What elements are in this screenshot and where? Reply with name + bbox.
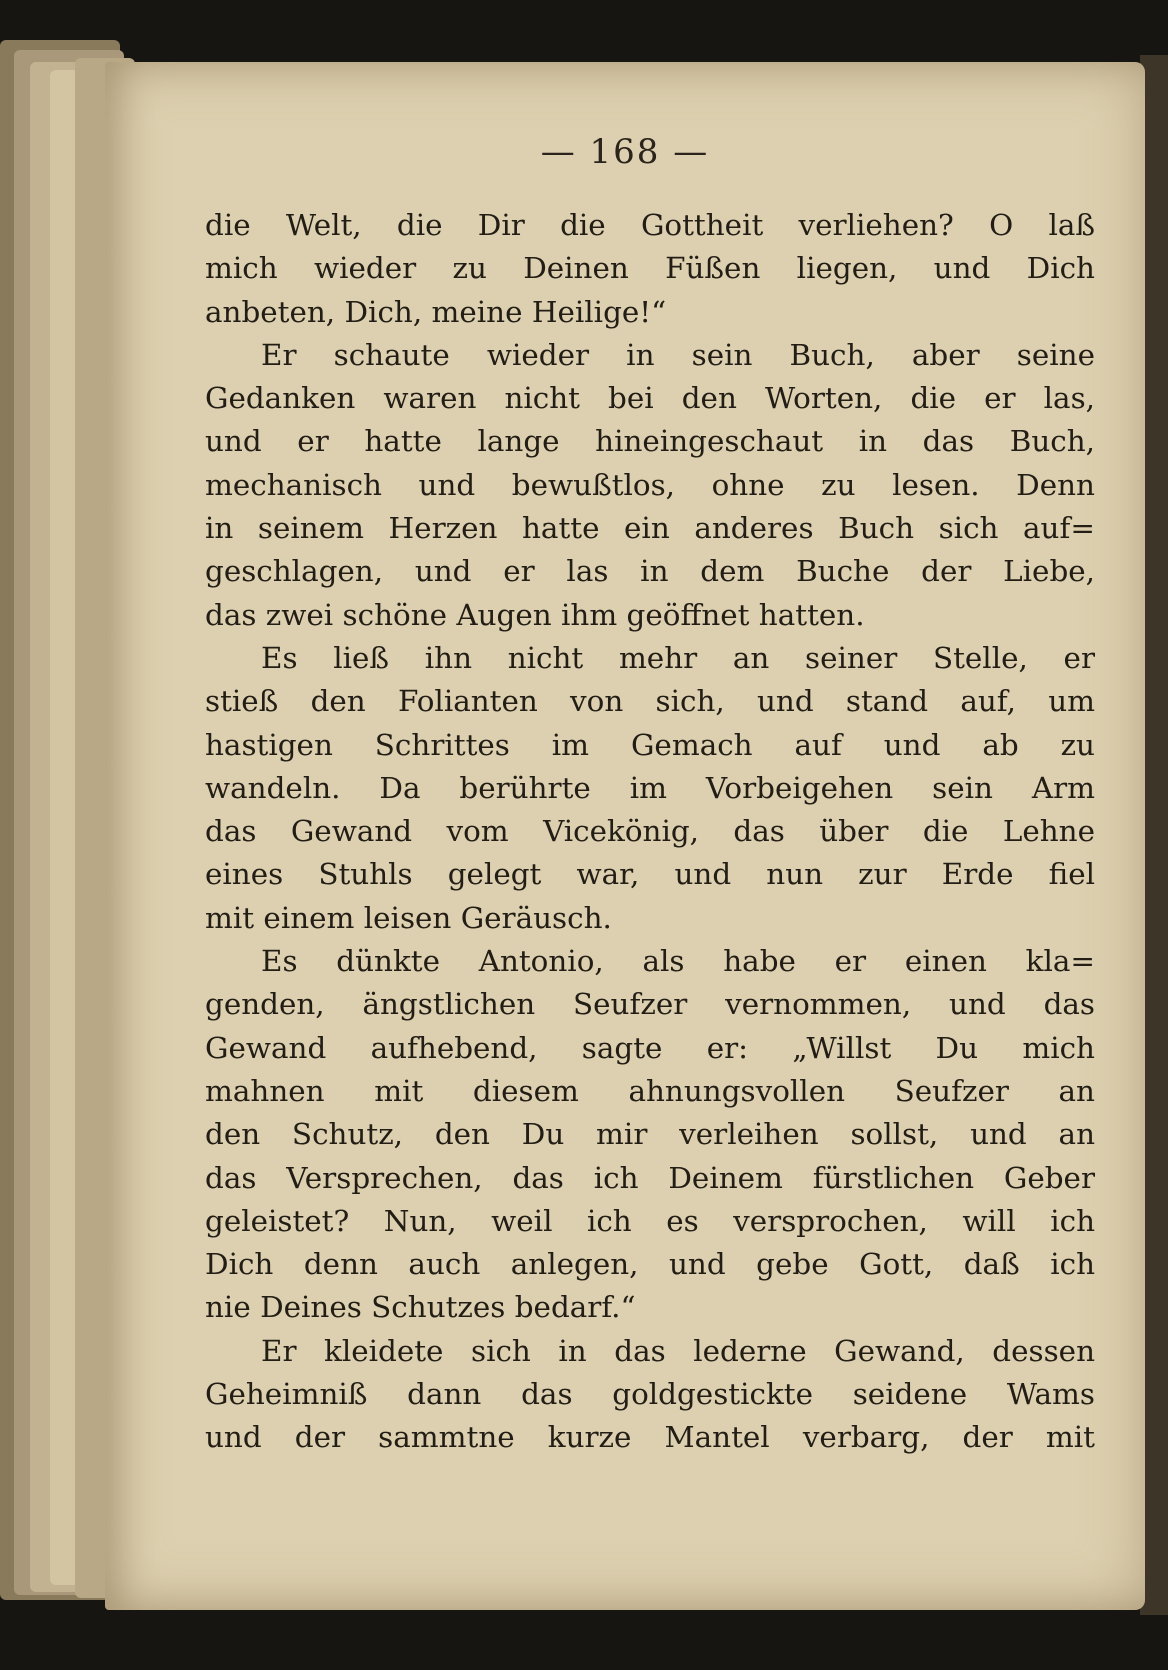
text-line: das Gewand vom Vicekönig, das über die Lehne [205, 814, 1095, 849]
text-line: Gewand aufhebend, sagte er: „Willst Du mich [205, 1030, 1095, 1065]
text-line: mechanisch und bewußtlos, ohne zu lesen. Denn [205, 467, 1095, 502]
text-line: eines Stuhls gelegt war, und nun zur Erde fiel [205, 857, 1095, 892]
text-line: und der sammtne kurze Mantel verbarg, der mit [205, 1420, 1095, 1455]
page-number: — 168 — [540, 132, 710, 172]
text-line: und er hatte lange hineingeschaut in das Buch, [205, 424, 1095, 459]
text-line: hastigen Schrittes im Gemach auf und ab zu [205, 727, 1095, 762]
text-line: den Schutz, den Du mir verleihen sollst, und an [205, 1117, 1095, 1152]
text-line: mahnen mit diesem ahnungsvollen Seufzer an [205, 1073, 1095, 1108]
text-line: mich wieder zu Deinen Füßen liegen, und Dich [205, 251, 1095, 286]
text-line: mit einem leisen Geräusch. [205, 900, 612, 935]
text-line: das Versprechen, das ich Deinem fürstlichen Geber [205, 1160, 1095, 1195]
book-page [105, 62, 1145, 1610]
text-line: Er kleidete sich in das lederne Gewand, dessen [261, 1333, 1095, 1368]
text-line: nie Deines Schutzes bedarf.“ [205, 1290, 636, 1325]
text-line: Gedanken waren nicht bei den Worten, die er las, [205, 381, 1095, 416]
text-line: Er schaute wieder in sein Buch, aber seine [261, 337, 1095, 372]
text-line: in seinem Herzen hatte ein anderes Buch sich auf= [205, 511, 1095, 546]
text-line: Geheimniß dann das goldgestickte seidene Wams [205, 1377, 1095, 1412]
body-text [205, 204, 1095, 1460]
text-line: Es ließ ihn nicht mehr an seiner Stelle, er [261, 640, 1095, 675]
text-line: geleistet? Nun, weil ich es versprochen, will ich [205, 1203, 1095, 1238]
text-line: geschlagen, und er las in dem Buche der Liebe, [205, 554, 1095, 589]
text-line: genden, ängstlichen Seufzer vernommen, und das [205, 987, 1095, 1022]
text-line: Es dünkte Antonio, als habe er einen kla= [261, 944, 1095, 979]
text-line: das zwei schöne Augen ihm geöffnet hatten. [205, 597, 865, 632]
text-line: wandeln. Da berührte im Vorbeigehen sein Arm [205, 770, 1095, 805]
text-line: stieß den Folianten von sich, und stand auf, um [205, 684, 1095, 719]
text-line: die Welt, die Dir die Gottheit verliehen? O laß [205, 208, 1095, 242]
text-line: anbeten, Dich, meine Heilige!“ [205, 294, 667, 329]
text-line: Dich denn auch anlegen, und gebe Gott, daß ich [205, 1247, 1095, 1282]
